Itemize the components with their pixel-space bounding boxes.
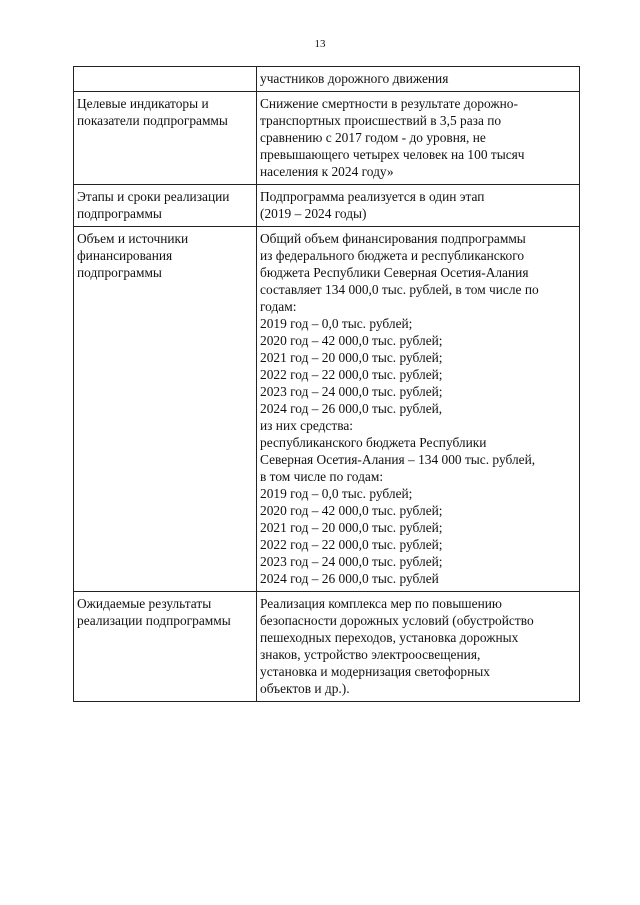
row-value-line: 2023 год – 24 000,0 тыс. рублей;: [260, 554, 443, 569]
row-value-line: составляет 134 000,0 тыс. рублей, в том числе по: [260, 282, 539, 297]
row-value-line: Подпрограмма реализуется в один этап: [260, 189, 485, 204]
row-label-line: финансирования: [77, 248, 173, 263]
table-row: [74, 185, 580, 227]
row-value-line: пешеходных переходов, установка дорожных: [260, 630, 519, 645]
row-label-line: подпрограммы: [77, 206, 162, 221]
row-label-line: Этапы и сроки реализации: [77, 189, 230, 204]
row-label-cell: [74, 67, 257, 92]
row-value-line: знаков, устройство электроосвещения,: [260, 647, 481, 662]
row-label-line: Ожидаемые результаты: [77, 596, 212, 611]
row-label-line: показатели подпрограммы: [77, 113, 228, 128]
row-value-line: 2019 год – 0,0 тыс. рублей;: [260, 316, 413, 331]
row-value-line: 2021 год – 20 000,0 тыс. рублей;: [260, 350, 443, 365]
row-value-line: населения к 2024 году»: [260, 164, 394, 179]
row-value-line: Снижение смертности в результате дорожно-: [260, 96, 518, 111]
row-value-line: Реализация комплекса мер по повышению: [260, 596, 502, 611]
row-value-line: годам:: [260, 299, 297, 314]
row-value-line: установка и модернизация светофорных: [260, 664, 490, 679]
row-label-cell: [74, 92, 257, 185]
row-value-line: безопасности дорожных условий (обустройство: [260, 613, 534, 628]
row-value-cell: [257, 67, 580, 92]
row-value-cell: [257, 185, 580, 227]
row-value-cell: [257, 592, 580, 702]
row-value-line: 2022 год – 22 000,0 тыс. рублей;: [260, 367, 443, 382]
row-label-line: Целевые индикаторы и: [77, 96, 209, 111]
row-value-line: превышающего четырех человек на 100 тысяч: [260, 147, 525, 162]
row-value-line: (2019 – 2024 годы): [260, 206, 367, 221]
row-value-line: 2020 год – 42 000,0 тыс. рублей;: [260, 333, 443, 348]
row-label-line: реализации подпрограммы: [77, 613, 231, 628]
row-value-cell: [257, 227, 580, 592]
row-value-line: в том числе по годам:: [260, 469, 384, 484]
row-label-line: подпрограммы: [77, 265, 162, 280]
table-row: [74, 92, 580, 185]
row-label-cell: [74, 185, 257, 227]
row-label-cell: [74, 592, 257, 702]
row-value-line: сравнению с 2017 годом - до уровня, не: [260, 130, 486, 145]
row-value-line: 2024 год – 26 000,0 тыс. рублей,: [260, 401, 443, 416]
row-value-line: Северная Осетия-Алания – 134 000 тыс. рублей,: [260, 452, 536, 467]
row-value-line: из федерального бюджета и республиканского: [260, 248, 525, 263]
table-row: [74, 592, 580, 702]
row-value-line: 2019 год – 0,0 тыс. рублей;: [260, 486, 413, 501]
row-value-line: объектов и др.).: [260, 681, 350, 696]
row-value-line: участников дорожного движения: [260, 71, 449, 86]
row-value-line: Общий объем финансирования подпрограммы: [260, 231, 526, 246]
row-value-line: 2020 год – 42 000,0 тыс. рублей;: [260, 503, 443, 518]
row-value-line: бюджета Республики Северная Осетия-Алания: [260, 265, 529, 280]
row-value-line: республиканского бюджета Республики: [260, 435, 487, 450]
row-label-cell: [74, 227, 257, 592]
subprogram-passport-table: [73, 66, 580, 702]
row-value-line: 2023 год – 24 000,0 тыс. рублей;: [260, 384, 443, 399]
row-value-line: из них средства:: [260, 418, 354, 433]
row-value-line: 2021 год – 20 000,0 тыс. рублей;: [260, 520, 443, 535]
row-value-line: 2024 год – 26 000,0 тыс. рублей: [260, 571, 439, 586]
table-row: [74, 67, 580, 92]
row-value-cell: [257, 92, 580, 185]
row-label-line: Объем и источники: [77, 231, 189, 246]
row-value-line: 2022 год – 22 000,0 тыс. рублей;: [260, 537, 443, 552]
table-row: [74, 227, 580, 592]
page-number: 13: [314, 38, 326, 50]
row-value-line: транспортных происшествий в 3,5 раза по: [260, 113, 502, 128]
